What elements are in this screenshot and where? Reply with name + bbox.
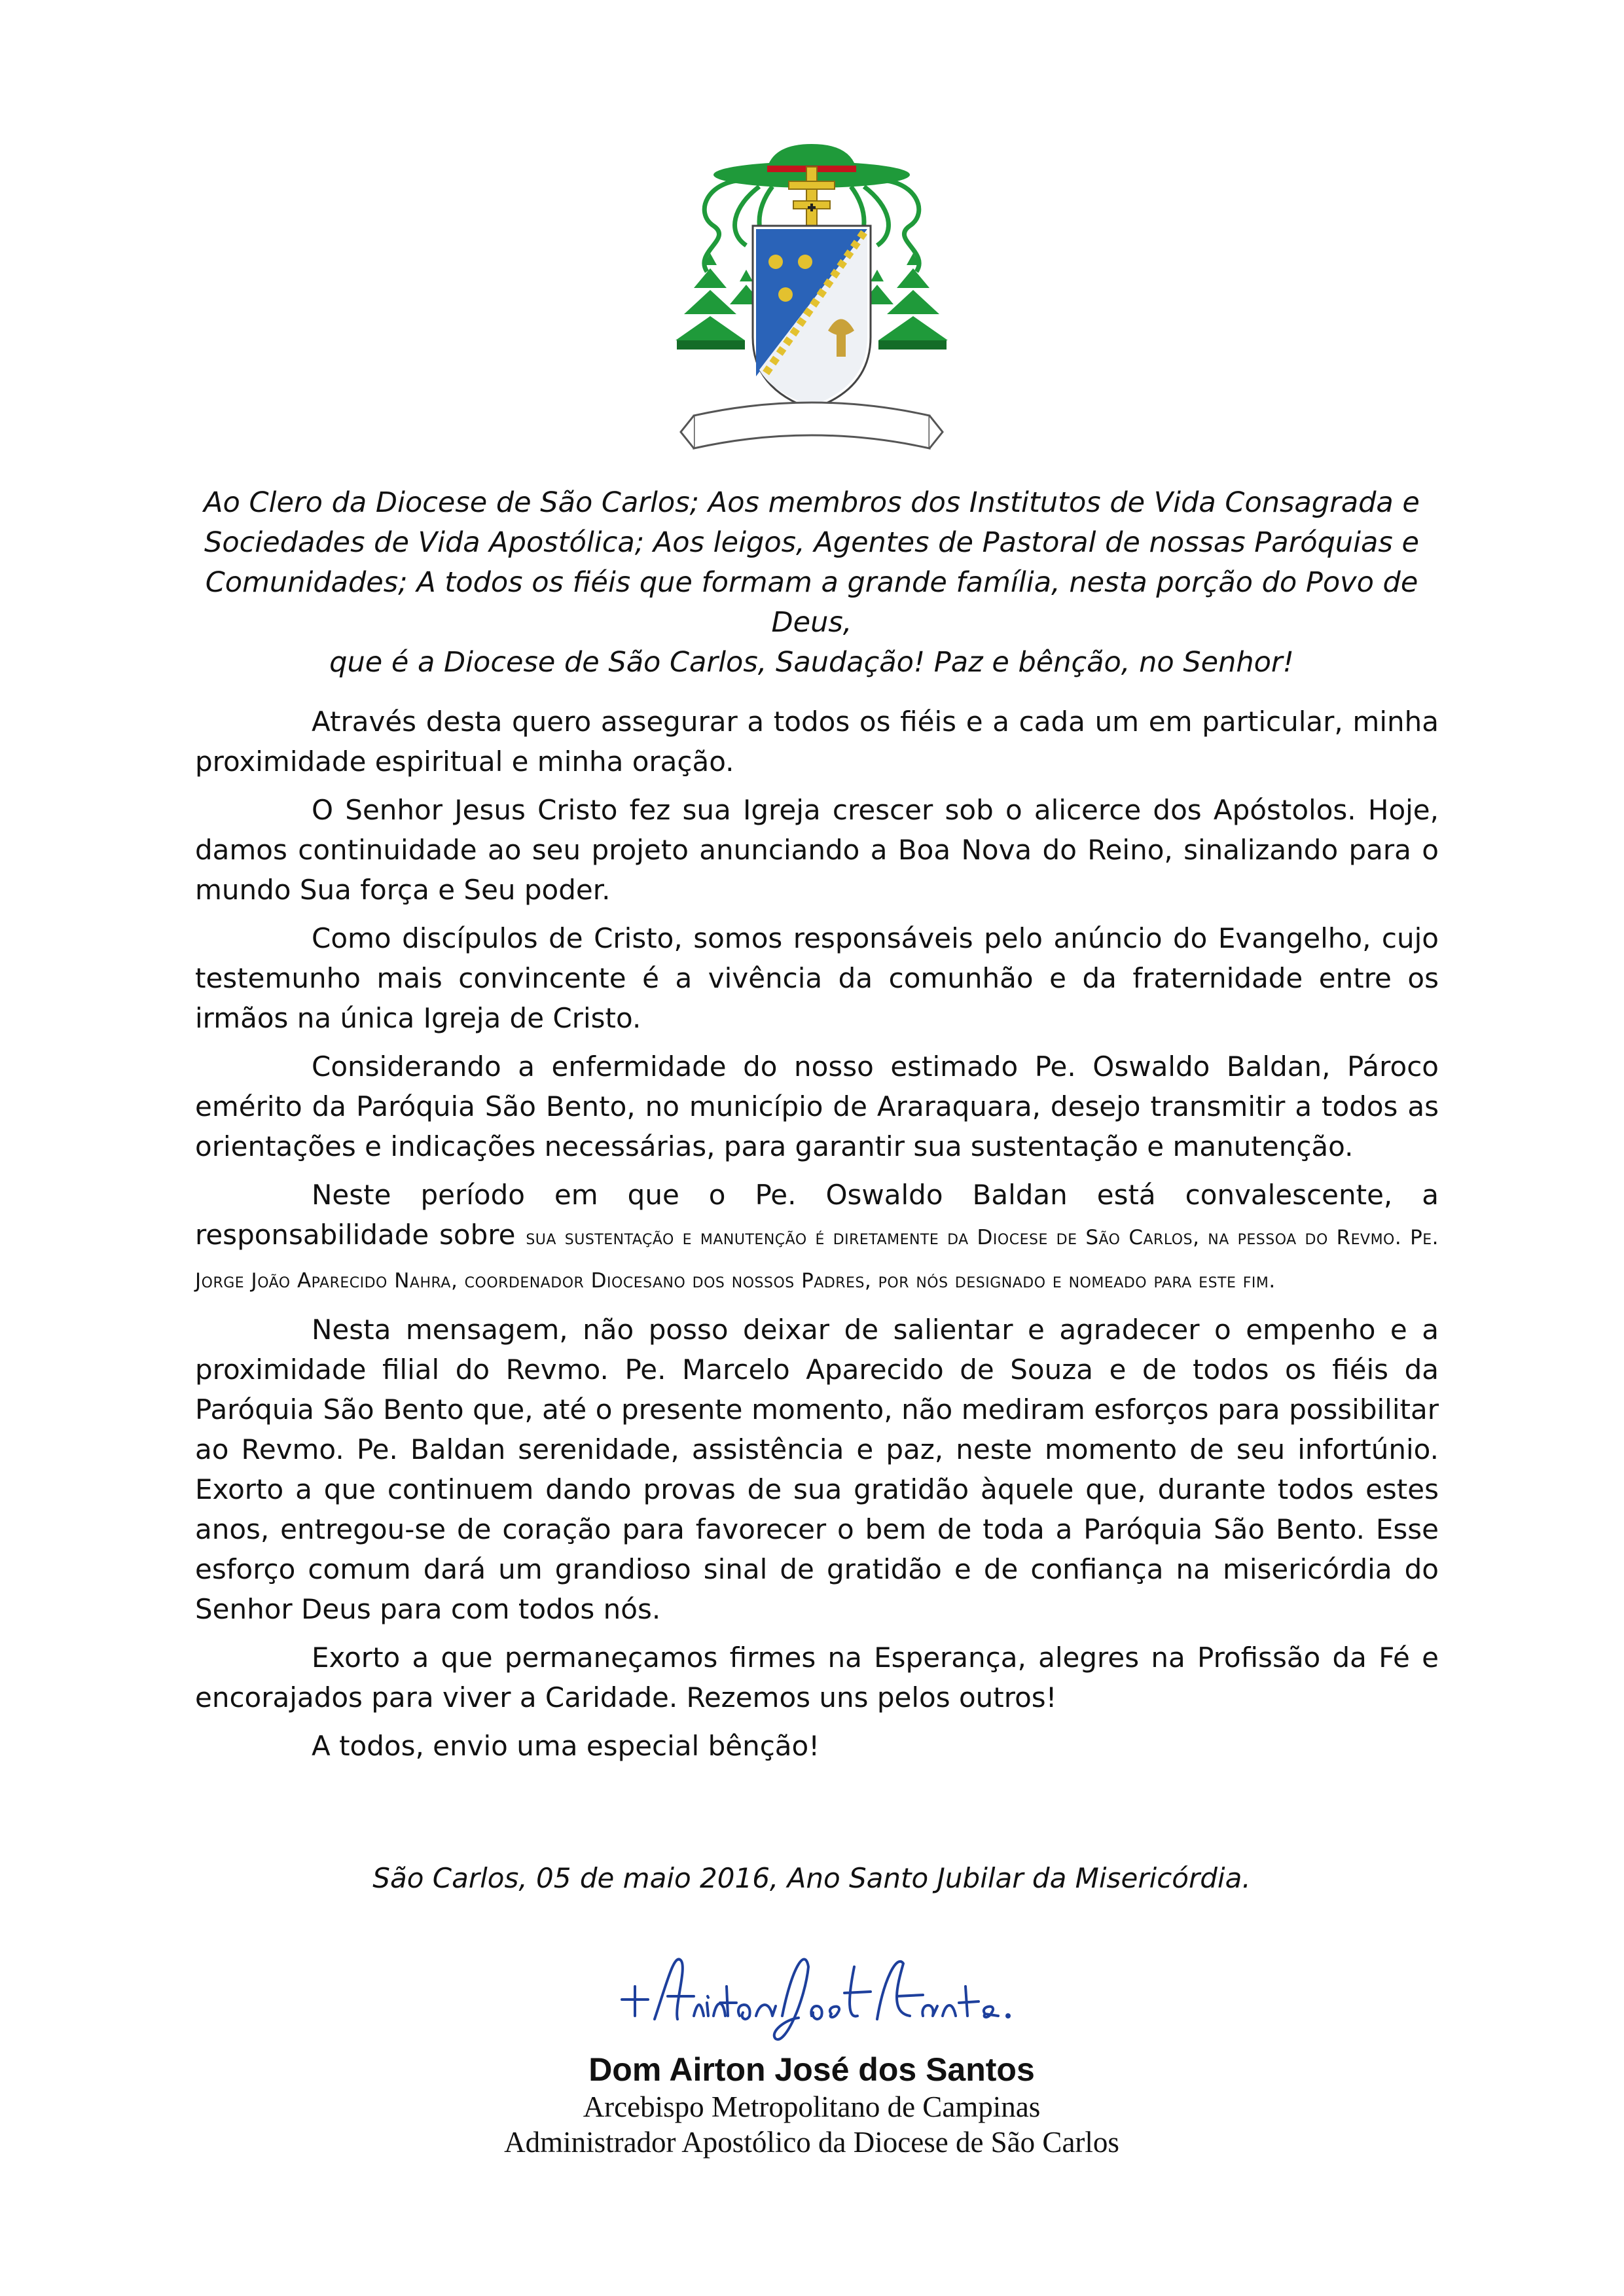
handwritten-signature (609, 1941, 1028, 2052)
episcopal-coat-of-arms-icon (668, 141, 956, 468)
letter-body (195, 702, 1439, 1774)
signer-name: Dom Airton José dos Santos (588, 2051, 1035, 2088)
salutation-line: Comunidades; A todos os fiéis que formam a grande família, nesta porção do Povo de Deus, (205, 566, 1418, 639)
signer-title: Arcebispo Metropolitano de Campinas (583, 2090, 1041, 2123)
salutation-line: Ao Clero da Diocese de São Carlos; Aos membros dos Institutos de Vida Consagrada e (204, 486, 1420, 519)
dateline: São Carlos, 05 de maio 2016, Ano Santo Jubilar da Misericórdia. (372, 1862, 1251, 1894)
paragraph: A todos, envio uma especial bênção! (312, 1730, 820, 1762)
paragraph: O Senhor Jesus Cristo fez sua Igreja crescer sob o alicerce dos Apóstolos. Hoje, damos continuidade ao seu projeto anunciando a Boa Nova do Reino, sinalizando para o mundo Sua força e Seu poder. (195, 794, 1439, 906)
salutation-line: Sociedades de Vida Apostólica; Aos leigos, Agentes de Pastoral de nossas Paróquias e (204, 526, 1419, 559)
signer-block (458, 2050, 1165, 2160)
paragraph-lead: Neste período em que o Pe. Oswaldo Baldan está convalescente, a responsabilidade sobre (195, 1179, 1439, 1251)
paragraph: Através desta quero assegurar a todos os fiéis e a cada um em particular, minha proximidade espiritual e minha oração. (195, 706, 1439, 778)
paragraph: Considerando a enfermidade do nosso estimado Pe. Oswaldo Baldan, Pároco emérito da Paróquia São Bento, no município de Araraquara, desejo transmitir a todos as orientações e indicações necessárias, para garantir sua sustentação e manutenção. (195, 1050, 1439, 1162)
salutation (170, 483, 1453, 683)
paragraph: Como discípulos de Cristo, somos responsáveis pelo anúncio do Evangelho, cujo testemunho mais convincente é a vivência da comunhão e da fraternidade entre os irmãos na única Igreja de Cristo. (195, 922, 1439, 1034)
coat-of-arms (668, 141, 956, 468)
signer-title: Administrador Apostólico da Diocese de São Carlos (504, 2126, 1119, 2159)
paragraph: Nesta mensagem, não posso deixar de salientar e agradecer o empenho e a proximidade filial do Revmo. Pe. Marcelo Aparecido de Souza e de todos os fiéis da Paróquia São Bento que, até o presente momento, não mediram esforços para possibilitar ao Revmo. Pe. Baldan serenidade, assistência e paz, neste momento de seu infortúnio. Exorto a que continuem dando provas de sua gratidão àquele que, durante todos estes anos, entregou-se de coração para favorecer o bem de toda a Paróquia São Bento. Esse esforço comum dará um grandioso sinal de gratidão e de confiança na misericórdia do Senhor Deus para com todos nós. (195, 1314, 1439, 1625)
paragraph: Exorto a que permaneçamos firmes na Esperança, alegres na Profissão da Fé e encorajados para viver a Caridade. Rezemos uns pelos outros! (195, 1641, 1439, 1713)
salutation-line: que é a Diocese de São Carlos, Saudação! Paz e bênção, no Senhor! (329, 646, 1294, 679)
paragraph-smallcaps: sua sustentação e manutenção é diretamente da Diocese de São Carlos, na pessoa do Revmo. Pe. Jorge João Aparecido Nahra, coordenador Diocesano dos nossos Padres, por nós designado e nomeado para este fim. (195, 1226, 1439, 1293)
paragraph (195, 1175, 1439, 1301)
